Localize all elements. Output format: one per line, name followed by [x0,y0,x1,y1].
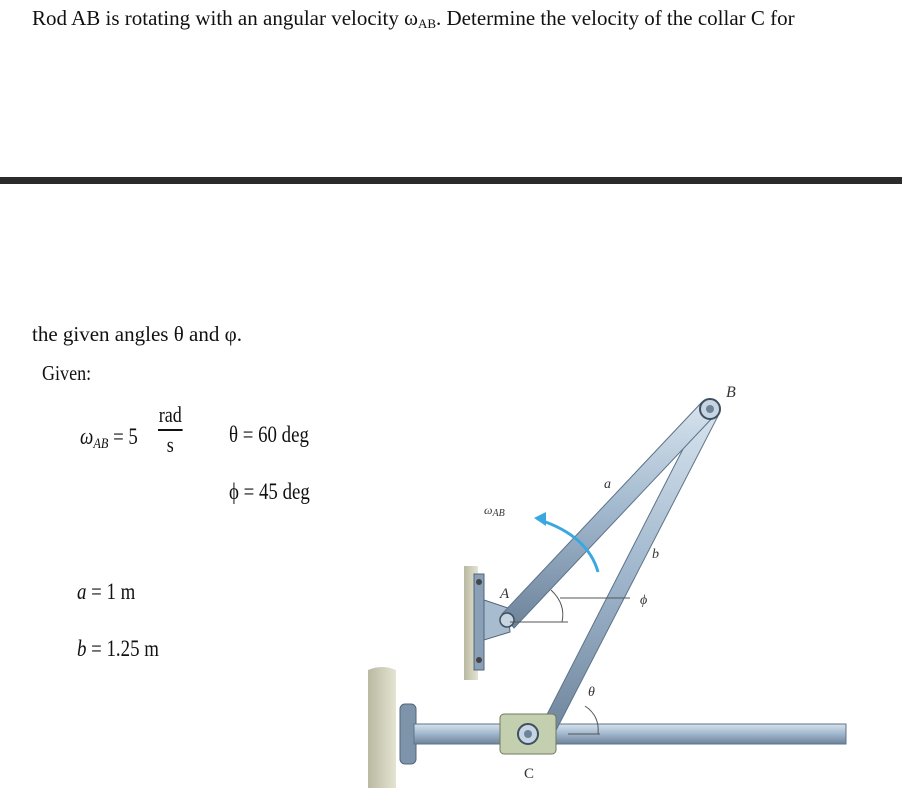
label-omega: ωAB [484,503,505,519]
b-value: = 1.25 m [91,636,159,661]
fraction-bar [158,429,183,431]
page-divider [0,177,902,184]
problem-statement-line-2: the given angles θ and φ. [32,322,242,346]
a-equation [77,579,135,605]
label-theta: θ [588,685,595,700]
omega-equation [80,424,138,453]
label-length-a: a [604,477,611,492]
statement-text: Rod AB is rotating with an angular velocity [32,6,405,30]
mechanism-figure [360,380,902,788]
b-equation [77,636,159,662]
pin-b-center [706,405,714,413]
bracket-plate [474,574,484,670]
theta-ab-angle-arc [551,590,563,622]
bolt-icon [476,579,482,585]
label-phi: ϕ [640,593,648,608]
label-length-b: b [652,547,659,562]
problem-statement-line-1 [32,6,795,32]
unit-numerator: rad [158,402,182,427]
lower-wall [368,667,396,788]
a-value: = 1 m [91,579,136,604]
label-c: C [524,766,535,782]
a-var: a [77,579,87,604]
pin-c-center [524,730,532,738]
omega-var-subscript: AB [93,436,109,452]
given-heading: Given: [42,361,92,385]
omega-unit-fraction [158,404,183,455]
omega-symbol: ω [404,6,418,30]
phi-equation: ϕ = 45 deg [229,479,310,504]
omega-var: ω [80,424,94,449]
label-a: A [500,586,510,602]
bolt-icon [476,657,482,663]
theta-equation: θ = 60 deg [229,422,309,447]
b-var: b [77,636,87,661]
label-b: B [726,384,736,401]
statement-text-end: . Determine the velocity of the collar C for [436,6,795,30]
unit-denominator: s [166,432,174,457]
omega-value: = 5 [113,424,138,449]
guide-rod [414,724,846,744]
omega-arrowhead-icon [534,512,546,526]
pin-a [500,613,514,627]
omega-subscript: AB [417,16,437,31]
